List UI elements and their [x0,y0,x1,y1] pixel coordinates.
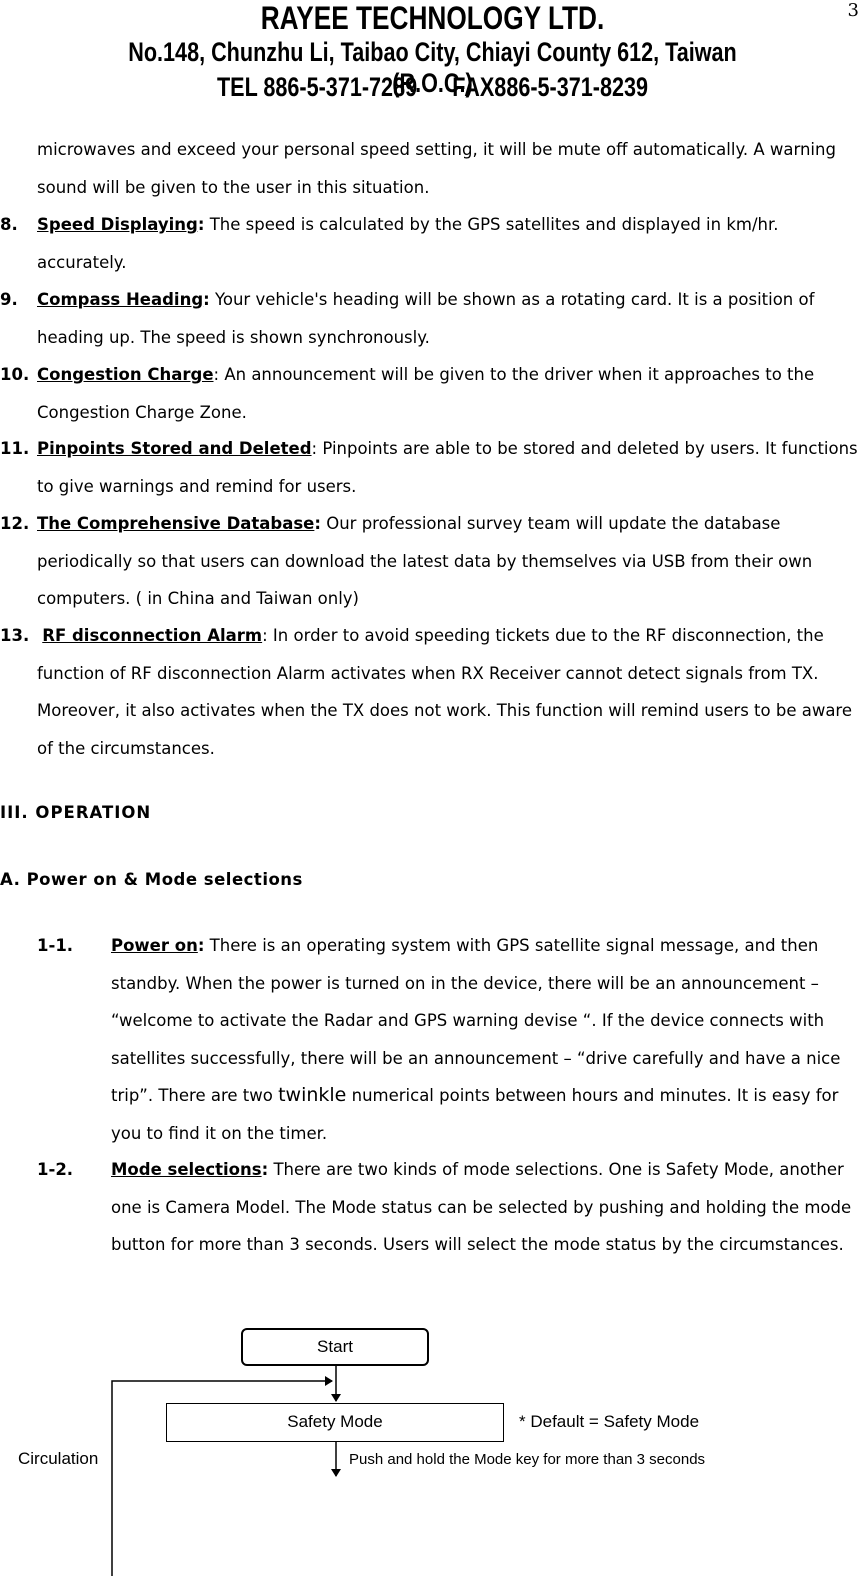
step-number: 1-1. [37,936,74,955]
company-tel: TEL 886-5-371-7289 [216,72,418,102]
company-address: No.148, Chunzhu Li, Taibao City, Chiayi County 612, Taiwan (R.O.C.) [128,37,737,98]
feature-text: Pinpoints are able to be stored and deleted by users. It functions to give warnings and remind for users. [37,439,858,496]
feature-text: The speed is calculated by the GPS satellites and displayed in km/hr. accurately. [37,215,779,272]
feature-text: An announcement will be given to the driver when it approaches to the Congestion Charge Zone. [37,365,815,422]
feature-number: 10. [0,365,30,384]
step-emphasis: twinkle [278,1084,347,1106]
flowchart-circulation-label: Circulation [18,1449,99,1468]
subsection-heading: A. Power on & Mode selections [0,870,303,889]
feature-text: Our professional survey team will update the database periodically so that users can download the latest data by themselves via USB from their own computers. ( in China and Taiwan only) [37,514,813,608]
company-contact [87,72,779,103]
flowchart-default-note: * Default = Safety Mode [519,1412,700,1431]
feature-text: In order to avoid speeding tickets due to the RF disconnection, the function of RF disconnection Alarm activates when RX Receiver cannot detect signals from TX. Moreover, it also activates when the TX does not work. This function will remind users to be aware of the circumstances. [37,626,853,758]
step-item: Mode selections: There are two kinds of mode selections. One is Safety Mode, another one is Camera Model. The Mode status can be selected by pushing and holding the mode button for more than 3 seconds. Users will select the mode status by the circumstances. [111,1160,852,1254]
step-text: There is an operating system with GPS satellite signal message, and then standby. When the power is turned on in the device, there will be an announcement – “welcome to activate the Radar and GPS warning devise “. If the device connects with satellites successfully, there will be an announcement – “drive carefully and have a nice trip”. There are two [111,936,841,1105]
feature-number: 11. [0,439,30,458]
company-fax: FAX886-5-371-8239 [452,72,649,102]
feature-item: Pinpoints Stored and Deleted: Pinpoints are able to be stored and deleted by users. It functions to give warnings and remind for users. [37,439,858,496]
company-name: RAYEE TECHNOLOGY LTD. [260,0,605,36]
feature-text: Your vehicle's heading will be shown as a rotating card. It is a position of heading up. The speed is shown synchronously. [37,290,815,347]
feature-term: Congestion Charge [37,365,214,384]
step-text: There are two kinds of mode selections. One is Safety Mode, another one is Camera Model. The Mode status can be selected by pushing and holding the mode button for more than 3 seconds. Users will select the mode status by the circumstances. [111,1160,852,1254]
step-term: Power on [111,936,198,955]
feature-item: RF disconnection Alarm: In order to avoid speeding tickets due to the RF disconnection, the function of RF disconnection Alarm activates when RX Receiver cannot detect signals from TX. Moreover, it also activates when the TX does not work. This function will remind users to be aware of the circumstances. [37,626,853,758]
step-item: Power on: There is an operating system with GPS satellite signal message, and then standby. When the power is turned on in the device, there will be an announcement – “welcome to activate the Radar and GPS warning devise “. If the device connects with satellites successfully, there will be an announcement – “drive carefully and have a nice trip”. There are two twinkle numerical points between hours and minutes. It is easy for you to find it on the timer. [111,936,841,1143]
step-term: Mode selections [111,1160,262,1179]
feature-number: 13. [0,626,30,645]
feature-term: Pinpoints Stored and Deleted [37,439,312,458]
intro-continuation: microwaves and exceed your personal speed setting, it will be mute off automatically. A warning sound will be given to the user in this situation. [37,140,836,197]
feature-term: RF disconnection Alarm [42,626,263,645]
step-number: 1-2. [37,1160,74,1179]
page-number: 3 [847,0,859,21]
feature-item: The Comprehensive Database: Our professional survey team will update the database periodically so that users can download the latest data by themselves via USB from their own computers. ( in China and Taiwan only) [37,514,813,608]
flowchart-safety-mode-box: Safety Mode [166,1403,504,1442]
feature-number: 12. [0,514,30,533]
feature-item: Congestion Charge: An announcement will be given to the driver when it approaches to the Congestion Charge Zone. [37,365,815,422]
feature-item: Speed Displaying: The speed is calculated by the GPS satellites and displayed in km/hr. accurately. [37,215,779,272]
feature-number: 9. [0,290,18,309]
feature-item: Compass Heading: Your vehicle's heading will be shown as a rotating card. It is a position of heading up. The speed is shown synchronously. [37,290,815,347]
feature-term: The Comprehensive Database [37,514,315,533]
feature-number: 8. [0,215,18,234]
flowchart-push-note: Push and hold the Mode key for more than 3 seconds [349,1451,706,1468]
section-heading: III. OPERATION [0,803,152,822]
flowchart-start-box: Start [241,1328,429,1366]
feature-term: Speed Displaying [37,215,198,234]
feature-term: Compass Heading [37,290,204,309]
